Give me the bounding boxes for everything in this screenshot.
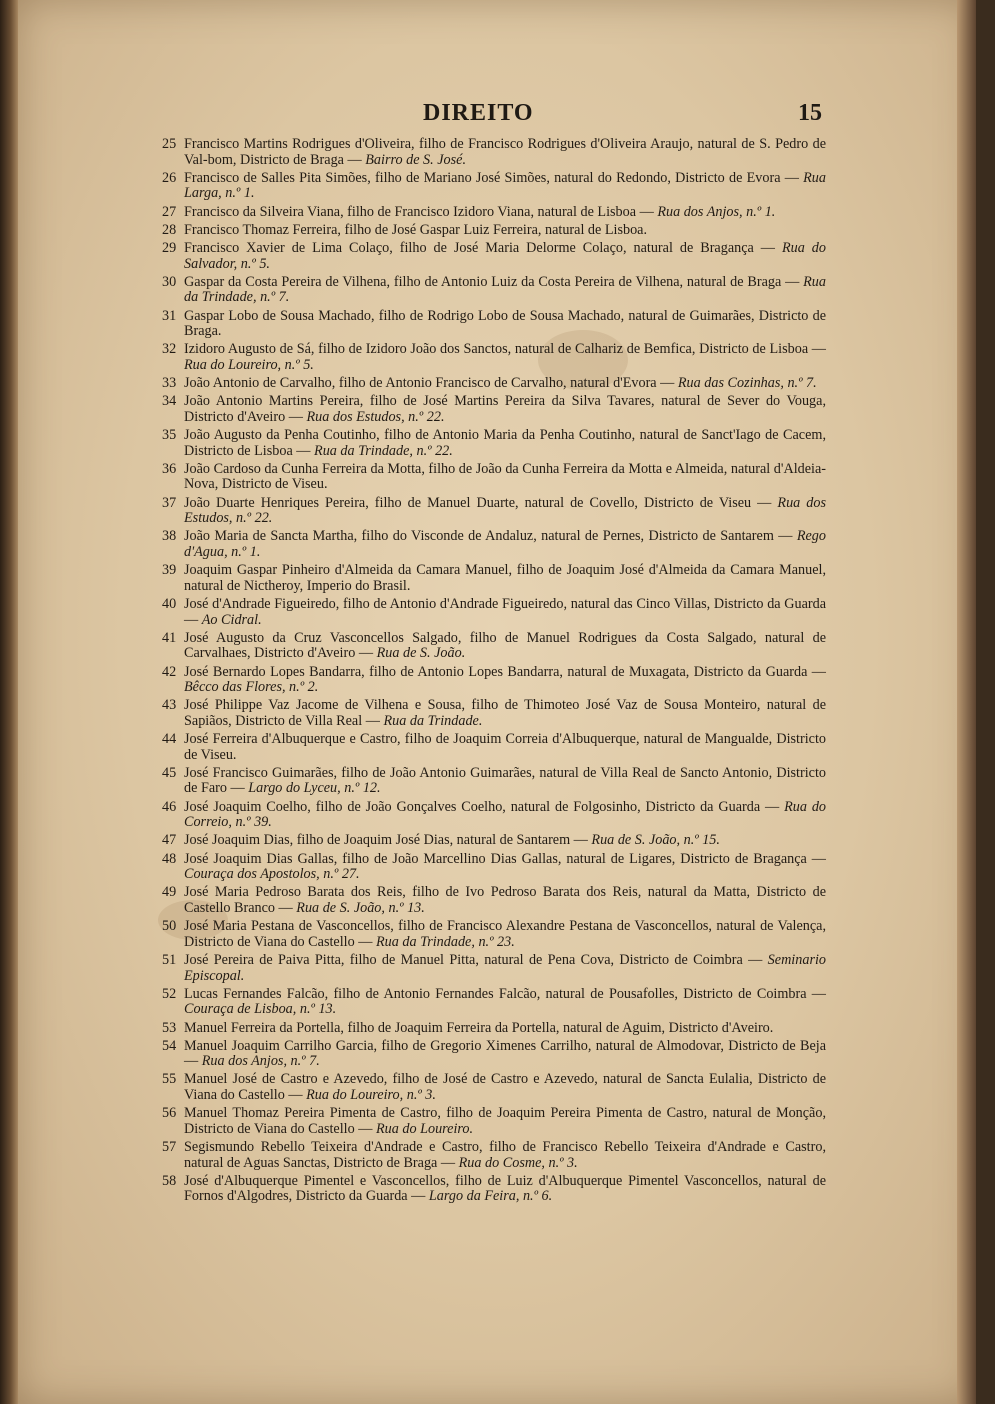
entry-address: Couraça dos Apostolos, n.º 27. [184,866,360,883]
entry-text: José Francisco Guimarães, filho de João Antonio Guimarães, natural de Villa Real de Sancto Antonio, Districto de Faro — [184,764,826,797]
entry-number: 41 [162,629,177,646]
list-item [142,852,826,883]
entry-address: Rua da Trindade, n.º 22. [314,442,453,459]
entry-text: Manuel Thomaz Pereira Pimenta de Castro, filho de Joaquim Pereira Pimenta de Castro, natural de Monção, Districto de Viana do Castello — [184,1105,826,1137]
entry-text: Francisco da Silveira Viana, filho de Francisco Izidoro Viana, natural de Lisboa — [184,203,654,220]
entry-number: 51 [162,951,177,968]
entry-text: José Joaquim Coelho, filho de João Gonçalves Coelho, natural de Folgosinho, Districto da Guarda — [184,798,780,815]
entry-number: 34 [162,393,177,410]
entry-text: Gaspar Lobo de Sousa Machado, filho de Rodrigo Lobo de Sousa Machado, natural de Guimarães, Districto de Braga. [184,307,826,340]
entry-address: Rua do Correio, n.º 39. [184,798,827,831]
list-item [142,462,826,493]
entry-text: José Bernardo Lopes Bandarra, filho de Antonio Lopes Bandarra, natural de Muxagata, Districto da Guarda — [184,663,826,680]
entry-address: Rua dos Estudos, n.º 22. [184,494,827,527]
list-item [142,428,826,459]
running-title: DIREITO [423,100,534,126]
page-header [18,100,976,132]
entry-text: Manuel José de Castro e Azevedo, filho de José de Castro e Azevedo, natural de Sancta Eulalia, Districto de Viana do Castello — [184,1071,826,1104]
entry-text: José Philippe Vaz Jacome de Vilhena e Sousa, filho de Thimoteo José Vaz de Sousa Monteiro, natural de Sapiãos, Districto de Villa Real — [184,697,826,729]
entry-number: 48 [162,850,177,867]
entry-number: 38 [162,528,177,545]
entry-text: João Maria de Sancta Martha, filho do Visconde de Andaluz, natural de Pernes, Districto de Santarem — [184,528,793,545]
list-item [142,342,826,373]
entry-text: Francisco Martins Rodrigues d'Oliveira, filho de Francisco Rodrigues d'Oliveira Araujo, natural de S. Pedro de Val-bom, Districto de Braga — [184,136,826,168]
entry-text: José Joaquim Dias, filho de Joaquim José Dias, natural de Santarem — [184,832,588,849]
entry-address: Rua do Loureiro, n.º 5. [184,356,314,373]
entry-number: 58 [162,1172,177,1189]
entry-address: Couraça de Lisboa, n.º 13. [184,1001,337,1018]
entry-text: José Maria Pestana de Vasconcellos, filho de Francisco Alexandre Pestana de Vasconcellos, natural de Valença, Districto de Viana do Castello — [184,918,826,950]
entry-address: Rua dos Anjos, n.º 1. [657,203,776,220]
entry-number: 28 [162,221,177,238]
entry-address: Seminario Episcopal. [184,951,826,984]
entry-text: João Duarte Henriques Pereira, filho de Manuel Duarte, natural de Covello, Districto de Viseu — [184,494,772,511]
entry-number: 42 [162,663,177,680]
binding-edge [0,0,18,1404]
entry-text: José d'Albuquerque Pimentel e Vasconcellos, filho de Luiz d'Albuquerque Pimentel Vasconcellos, natural de Fornos d'Algodres, Districto da Guarda — [184,1172,826,1205]
entry-text: João Cardoso da Cunha Ferreira da Motta, filho de João da Cunha Ferreira da Motta e Almeida, natural d'Aldeia-Nova, Districto de Viseu. [184,460,826,493]
entry-text: Lucas Fernandes Falcão, filho de Antonio Fernandes Falcão, natural de Pousafolles, Districto de Coimbra — [184,985,826,1002]
entry-number: 44 [162,731,177,748]
entry-text: José Joaquim Dias Gallas, filho de João Marcellino Dias Gallas, natural de Ligares, Districto de Bragança — [184,850,826,867]
list-item [142,987,826,1018]
list-item [142,1072,826,1103]
entry-address: Rua de S. João, n.º 13. [296,899,425,916]
entry-number: 49 [162,884,177,901]
entry-number: 39 [162,562,177,579]
entry-number: 45 [162,764,177,781]
entry-address: Largo da Feira, n.º 6. [428,1188,553,1205]
page-number: 15 [798,100,822,126]
list-item [142,919,826,950]
entry-text: Izidoro Augusto de Sá, filho de Izidoro João dos Sanctos, natural de Calhariz de Bemfica, Districto de Lisboa — [184,341,826,358]
entry-address: Rua da Trindade. [383,712,483,729]
list-item [142,766,826,797]
entry-number: 29 [162,239,177,256]
list-item [142,529,826,560]
entry-address: Bairro de S. José. [365,151,466,168]
entry-text: Manuel Ferreira da Portella, filho de Joaquim Ferreira da Portella, natural de Aguim, Districto d'Aveiro. [184,1019,774,1036]
entry-number: 57 [162,1139,177,1156]
entry-number: 50 [162,918,177,935]
entry-text: Gaspar da Costa Pereira de Vilhena, filho de Antonio Luiz da Costa Pereira de Vilhena, natural de Braga — [184,273,800,290]
list-item [142,563,826,594]
entry-address: Ao Cidral. [201,611,262,628]
entry-text: José Ferreira d'Albuquerque e Castro, filho de Joaquim Correia d'Albuquerque, natural de Mangualde, Districto de Viseu. [184,731,826,763]
entry-text: João Augusto da Penha Coutinho, filho de Antonio Maria da Penha Coutinho, natural de Sanct'Iago de Cacem, Districto de Lisboa — [184,427,826,459]
entry-number: 40 [162,595,177,612]
entry-text: João Antonio Martins Pereira, filho de José Martins Pereira da Silva Tavares, natural de Sever do Vouga, Districto d'Aveiro — [184,393,826,425]
entry-text: José Augusto da Cruz Vasconcellos Salgado, filho de Manuel Rodrigues da Costa Salgado, natural de Carvalhaes, Districto d'Aveiro — [184,629,826,662]
list-item [142,597,826,628]
list-item [142,1140,826,1171]
entry-number: 53 [162,1019,177,1036]
entry-address: Rua das Cozinhas, n.º 7. [677,375,817,392]
student-list [142,137,826,1208]
list-item [142,885,826,916]
list-item [142,732,826,763]
entry-number: 25 [162,136,177,152]
entry-number: 52 [162,985,177,1002]
list-item [142,1174,826,1205]
list-item [142,698,826,729]
entry-address: Rua de S. João. [376,645,466,662]
entry-address: Rego d'Agua, n.º 1. [184,528,826,560]
list-item [142,241,826,272]
list-item [142,833,826,849]
list-item [142,376,826,392]
list-item [142,1106,826,1137]
entry-text: Segismundo Rebello Teixeira d'Andrade e Castro, filho de Francisco Rebello Teixeira d'Andrade e Castro, natural de Aguas Sanctas, Districto de Braga — [184,1139,826,1171]
entry-address: Rua do Cosme, n.º 3. [458,1154,578,1171]
entry-text: Francisco de Salles Pita Simões, filho de Mariano José Simões, natural do Redondo, Districto de Evora — [184,169,799,186]
list-item [142,800,826,831]
entry-text: José d'Andrade Figueiredo, filho de Antonio d'Andrade Figueiredo, natural das Cinco Villas, Districto da Guarda — [184,595,826,628]
entry-number: 43 [162,697,177,714]
list-item [142,496,826,527]
entry-text: Francisco Thomaz Ferreira, filho de José Gaspar Luiz Ferreira, natural de Lisboa. [184,221,648,238]
list-item [142,394,826,425]
entry-text: João Antonio de Carvalho, filho de Antonio Francisco de Carvalho, natural d'Evora — [184,375,675,392]
list-item [142,275,826,306]
entry-address: Rua dos Anjos, n.º 7. [201,1053,320,1070]
entry-number: 55 [162,1071,177,1088]
entry-text: José Pereira de Paiva Pitta, filho de Manuel Pitta, natural de Pena Cova, Districto de Coimbra — [184,951,763,968]
entry-address: Rua dos Estudos, n.º 22. [306,408,445,425]
entry-number: 36 [162,460,177,477]
entry-address: Rua do Salvador, n.º 5. [184,239,826,272]
entry-address: Rua de S. João, n.º 15. [591,832,720,849]
entry-number: 47 [162,832,177,849]
list-item [142,953,826,984]
list-item [142,1021,826,1037]
list-item [142,205,826,221]
entry-address: Rua do Loureiro. [375,1120,474,1137]
list-item [142,665,826,696]
entry-text: Joaquim Gaspar Pinheiro d'Almeida da Camara Manuel, filho de Joaquim José d'Almeida da Camara Manuel, natural de Nictheroy, Imperio do Brasil. [184,562,826,594]
list-item [142,171,826,202]
list-item [142,631,826,662]
entry-number: 31 [162,307,177,324]
page-edge [957,0,976,1404]
book-page [18,0,976,1404]
entry-text: José Maria Pedroso Barata dos Reis, filho de Ivo Pedroso Barata dos Reis, natural da Matta, Districto de Castello Branco — [184,884,826,916]
entry-address: Rua do Loureiro, n.º 3. [306,1087,436,1104]
entry-number: 33 [162,375,177,392]
entry-number: 27 [162,203,177,220]
list-item [142,137,826,168]
entry-address: Largo do Lyceu, n.º 12. [248,780,381,797]
list-item [142,223,826,239]
entry-address: Rua da Trindade, n.º 7. [184,273,826,306]
entry-number: 37 [162,494,177,511]
entry-text: Manuel Joaquim Carrilho Garcia, filho de Gregorio Ximenes Carrilho, natural de Almodovar, Districto de Beja — [184,1037,826,1070]
entry-number: 46 [162,798,177,815]
entry-number: 35 [162,427,177,444]
entry-address: Rua da Trindade, n.º 23. [375,933,515,950]
list-item [142,309,826,340]
entry-address: Rua Larga, n.º 1. [184,169,826,202]
entry-number: 56 [162,1105,177,1122]
entry-address: Bêcco das Flores, n.º 2. [184,679,319,696]
entry-number: 54 [162,1037,177,1054]
list-item [142,1039,826,1070]
entry-number: 26 [162,169,177,186]
entry-number: 30 [162,273,177,290]
entry-number: 32 [162,341,177,358]
entry-text: Francisco Xavier de Lima Colaço, filho de José Maria Delorme Colaço, natural de Bragança — [184,239,775,256]
